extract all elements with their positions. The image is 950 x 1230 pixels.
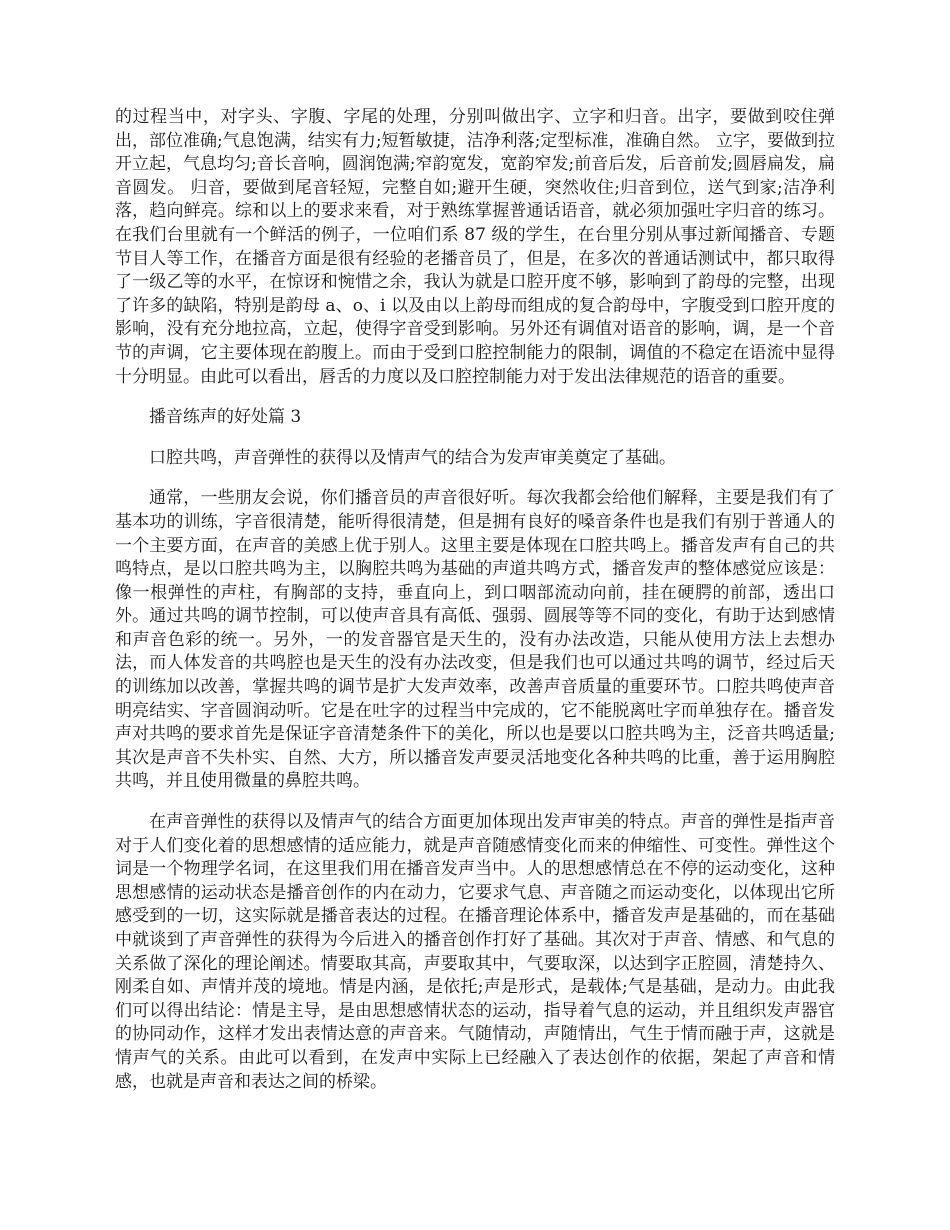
body-paragraph-elasticity: 在声音弹性的获得以及情声气的结合方面更加体现出发声审美的特点。声音的弹性是指声音对于人们变化着的思想感情的适应能力，就是声音随感情变化而来的伸缩性、可变性。弹性这个词是一个物理学名词，在这里我们用在播音发声当中。人的思想感情总在不停的运动变化，这种思想感情的运动状态是播音创作的内在动力，它要求气息、声音随之而运动变化，以体现出它所感受到的一切，这实际就是播音表达的过程。在播音理论体系中，播音发声是基础的，而在基础中就谈到了声音弹性的获得为今后进入的播音创作打好了基础。其次对于声音、情感、和气息的关系做了深化的理论阐述。情要取其高，声要取其中，气要取深，以达到字正腔圆，清楚持久、刚柔自如、声情并茂的境地。情是内涵，是依托;声是形式，是载体;气是基础，是动力。由此我们可以得出结论：情是主导，是由思想感情状态的运动，指导着气息的运动，并且组织发声器官的协同动作，这样才发出表情达意的声音来。气随情动，声随情出，气生于情而融于声，这就是情声气的关系。由此可以看到，在发声中实际上已经融入了表达创作的依据，架起了声音和情感，也就是声音和表达之间的桥梁。 (115, 812, 835, 1092)
body-paragraph-intro: 口腔共鸣，声音弹性的获得以及情声气的结合为发声审美奠定了基础。 (149, 447, 676, 468)
section-heading: 播音练声的好处篇 3 (149, 407, 302, 428)
body-paragraph-resonance: 通常，一些朋友会说，你们播音员的声音很好听。每次我都会给他们解释，主要是我们有了基本功的训练，字音很清楚，能听得很清楚，但是拥有良好的嗓音条件也是我们有别于普通人的一个主要方面，在声音的美感上优于别人。这里主要是体现在口腔共鸣上。播音发声有自己的共鸣特点，是以口腔共鸣为主，以胸腔共鸣为基础的声道共鸣方式，播音发声的整体感觉应该是：像一根弹性的声柱，有胸部的支持，垂直向上，到口咽部流动向前，挂在硬腭的前部，透出口外。通过共鸣的调节控制，可以使声音具有高低、强弱、圆展等等不同的变化，有助于达到感情和声音色彩的统一。另外，一的发音器官是天生的，没有办法改造，只能从使用方法上去想办法，而人体发音的共鸣腔也是天生的没有办法改变，但是我们也可以通过共鸣的调节，经过后天的训练加以改善，掌握共鸣的调节是扩大发声效率，改善声音质量的重要环节。口腔共鸣使声音明亮结实、字音圆润动听。它是在吐字的过程当中完成的，它不能脱离吐字而单独存在。播音发声对共鸣的要求首先是保证字音清楚条件下的美化，所以也是要以口腔共鸣为主，泛音共鸣适量;其次是声音不失朴实、自然、大方，所以播音发声要灵活地变化各种共鸣的比重，善于运用胸腔共鸣，并且使用微量的鼻腔共鸣。 (115, 488, 835, 792)
document-page (115, 106, 835, 1111)
body-paragraph-continued: 的过程当中，对字头、字腹、字尾的处理，分别叫做出字、立字和归音。出字，要做到咬住弹出，部位准确;气息饱满，结实有力;短暂敏捷，洁净利落;定型标准，准确自然。 立字，要做到拉开立起，气息均匀;音长音响，圆润饱满;窄韵宽发，宽韵窄发;前音后发，后音前发;圆唇扁发，扁音圆发。 归音，要做到尾音轻短，完整自如;避开生硬，突然收住;归音到位，送气到家;洁净利落，趋向鲜亮。综和以上的要求来看，对于熟练掌握普通话语音，就必须加强吐字归音的练习。在我们台里就有一个鲜活的例子，一位咱们系 87 级的学生，在台里分别从事过新闻播音、专题节目人等工作，在播音方面是很有经验的老播音员了，但是，在多次的普通话测试中，都只取得了一级乙等的水平，在惊讶和惋惜之余，我认为就是口腔开度不够，影响到了韵母的完整，出现了许多的缺陷，特别是韵母 a、o、i 以及由以上韵母而组成的复合韵母中，字腹受到口腔开度的影响，没有充分地拉高，立起，使得字音受到影响。另外还有调值对语音的影响，调，是一个音节的声调，它主要体现在韵腹上。而由于受到口腔控制能力的限制，调值的不稳定在语流中显得十分明显。由此可以看出，唇舌的力度以及口腔控制能力对于发出法律规范的语音的重要。 (115, 107, 835, 387)
